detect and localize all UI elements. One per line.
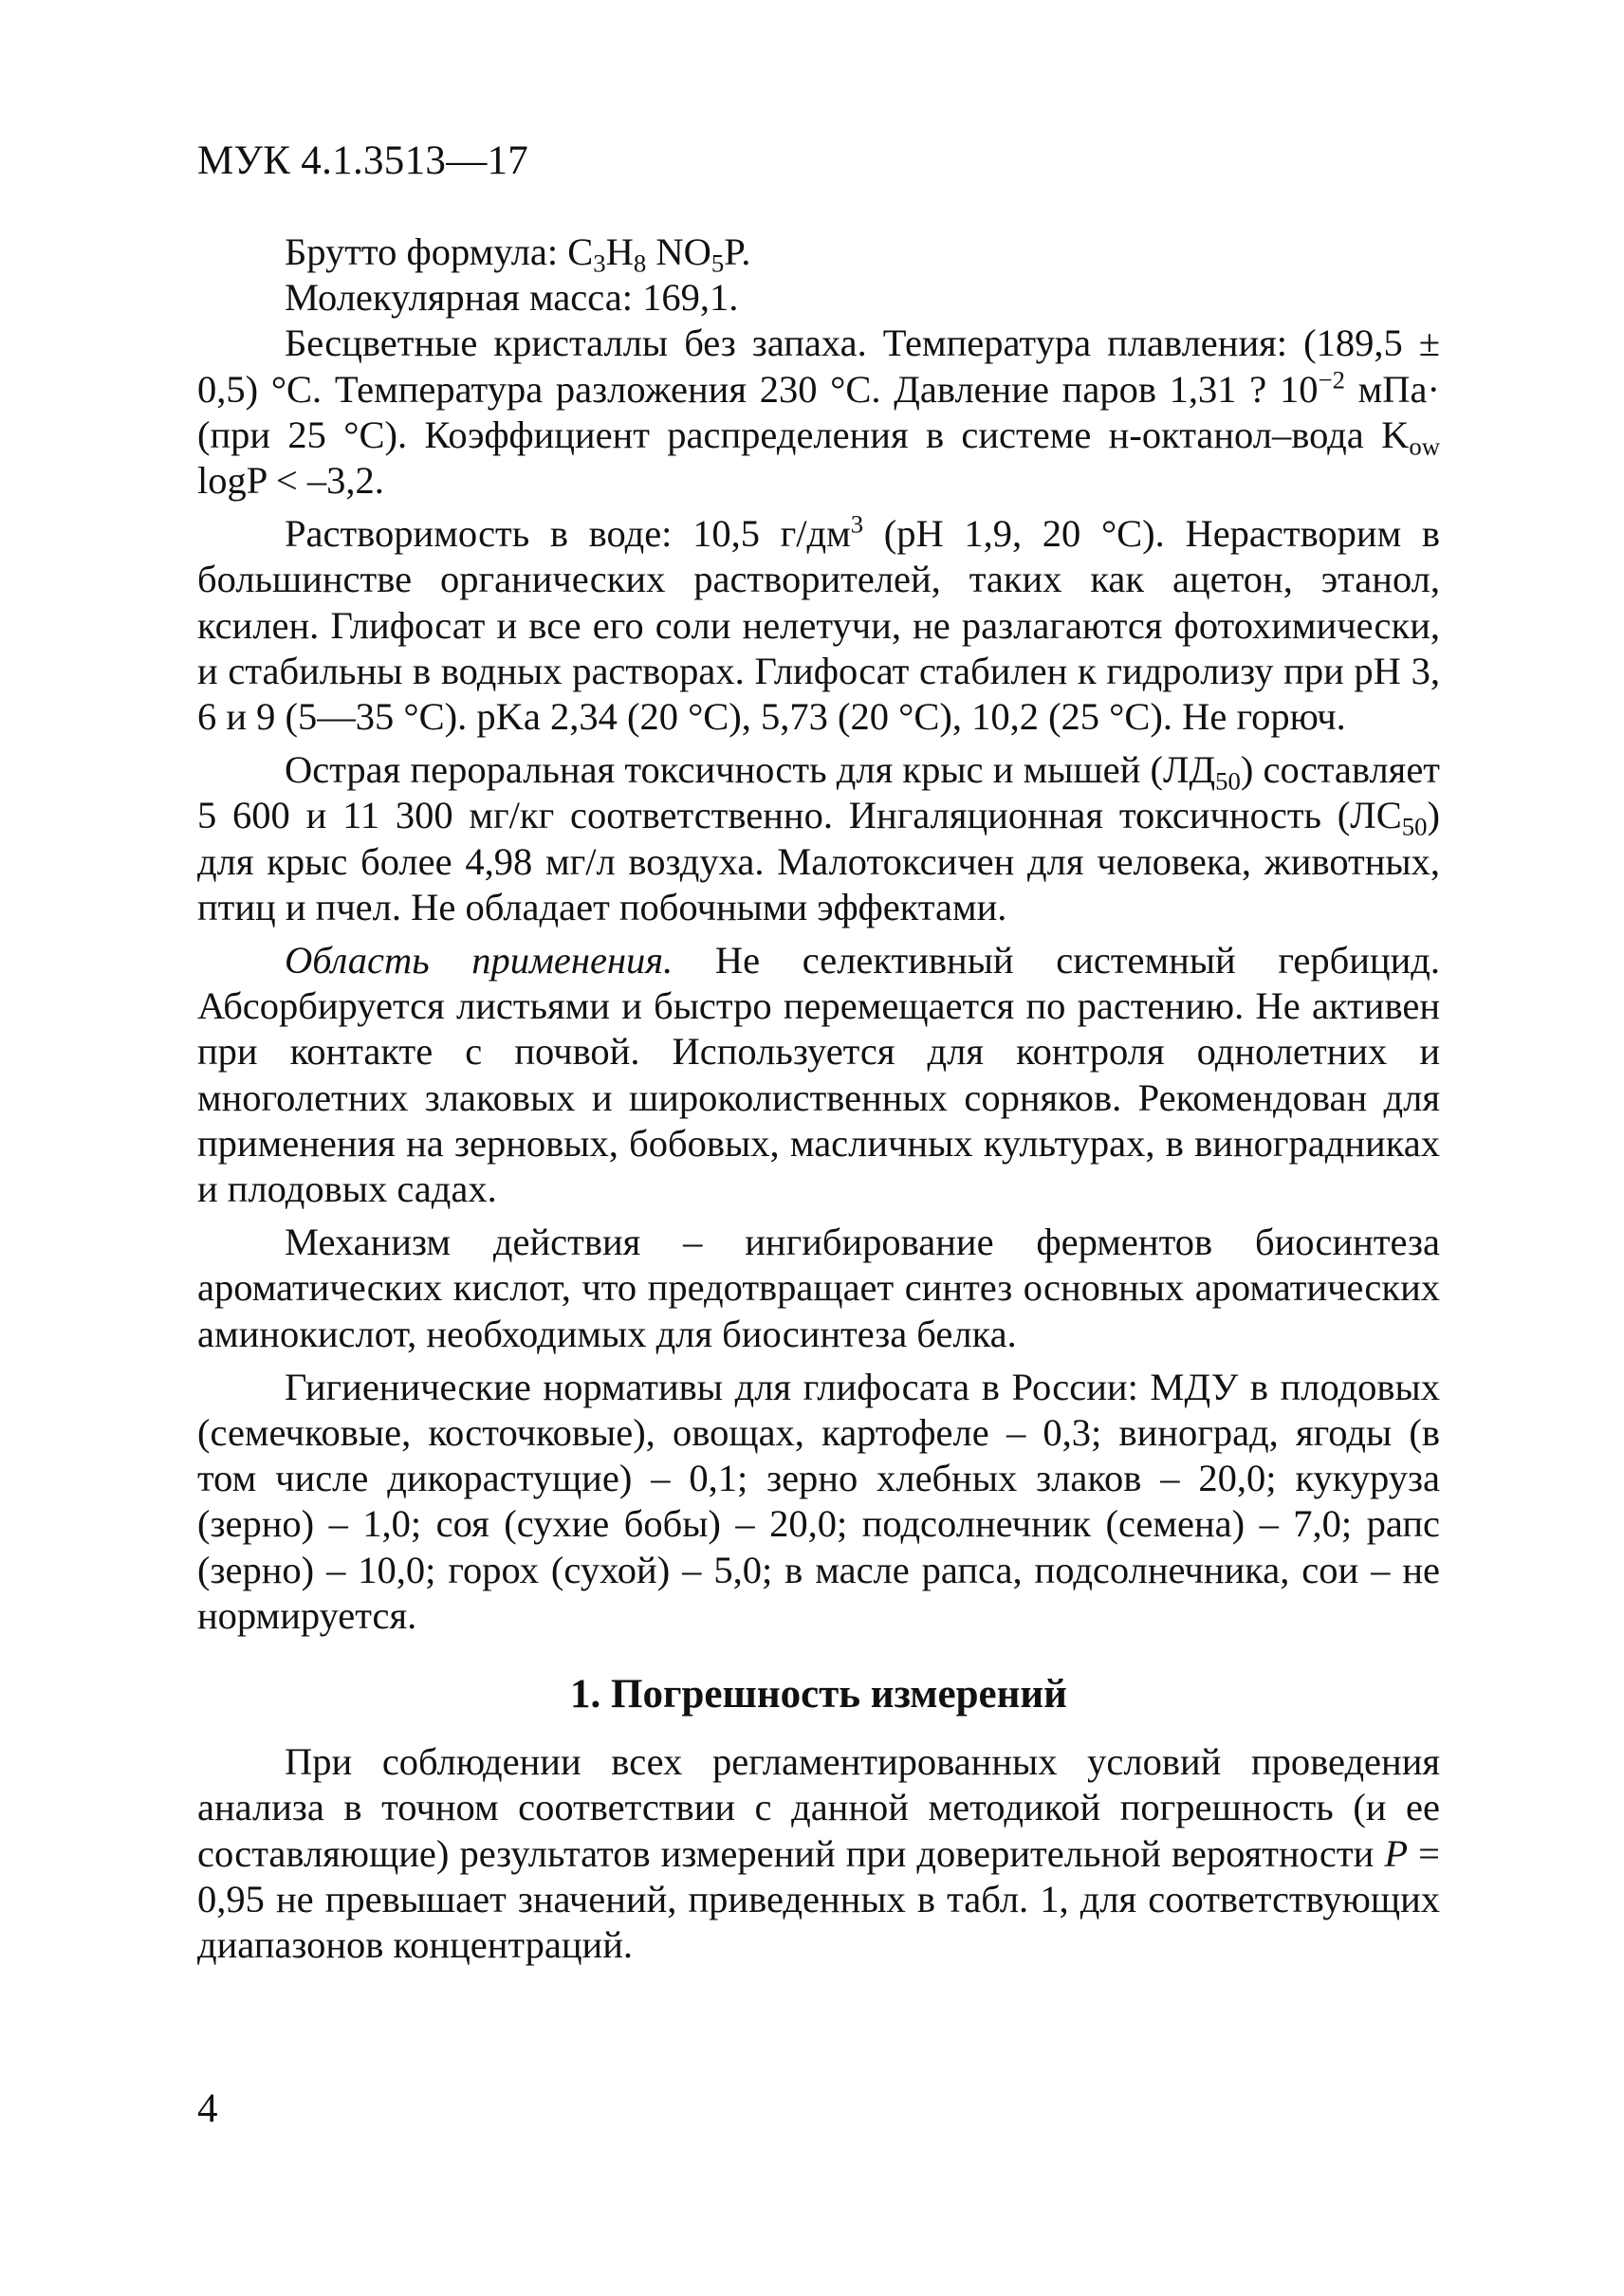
page-number: 4	[197, 2086, 218, 2131]
gross-formula: Брутто формула: $C_3H_8$ $NO_5P$.	[285, 230, 751, 278]
document-code-header: МУК 4.1.3513—17	[197, 138, 529, 183]
molecular-mass: Молекулярная масса: 169,1.	[285, 276, 739, 320]
application-label: Область применения.	[285, 939, 674, 983]
application-paragraph: Область применения. Не селективный системный гербицид. Абсорбируется листьями и быстро перемещается по растению. Не активен при контакте с почвой. Используется для контроля однолетних и многолетних злаковых и широколиственных сорняков. Рекомендован для применения на зерновых, бобовых, масличных культурах, в виноградниках и плодовых садах.	[197, 939, 1441, 1211]
accuracy-paragraph: При соблюдении всех регламентированных условий проведения анализа в точном соответствии с данной методикой погрешность (и ее составляющие) результатов измерений при доверительной вероятности P = 0,95 не превышает значений, приведенных в табл. 1, для соответствующих диапазонов концентраций.	[197, 1740, 1440, 1966]
hygiene-standards-paragraph: Гигиенические нормативы для глифосата в России: МДУ в плодовых (семечковые, косточковые), овощах, картофеле – 0,3; виноград, ягоды (в том числе дикорастущие) – 0,1; зерно хлебных злаков – 20,0; кукуруза (зерно) – 1,0; соя (сухие бобы) – 20,0; подсолнечник (семена) – 7,0; рапс (зерно) – 10,0; горох (сухой) – 5,0; в масле рапса, подсолнечника, сои – не нормируется.	[197, 1365, 1440, 1637]
solubility-paragraph: Растворимость в воде: 10,5 $г/дм^3$ (рН 1,9, 20 °С). Нерастворим в большинстве органических растворителей, таких как ацетон, этанол, ксилен. Глифосат и все его соли нелетучи, не разлагаются фотохимически, и стабильны в водных растворах. Глифосат стабилен к гидролизу при рН 3, 6 и 9 (5—35 °С). pKa 2,34 (20 °С), 5,73 (20 °С), 10,2 (25 °С). Не горюч.	[197, 509, 1441, 739]
physical-properties: Бесцветные кристаллы без запаха. Температура плавления: (189,5 ± 0,5) °С. Температура разложения 230 °С. Давление паров 1,31 ? $10^{-2}$ мПа· (при 25 °С). Коэффициент распределения в системе н-октанол–вода $K_{ow}$ logP < –3,2.	[197, 321, 1441, 503]
page-body	[197, 230, 1440, 1968]
mechanism-paragraph: Механизм действия – ингибирование ферментов биосинтеза ароматических кислот, что предотвращает синтез основных ароматических аминокислот, необходимых для биосинтеза белка.	[197, 1221, 1440, 1355]
toxicity-paragraph: Острая пероральная токсичность для крыс и мышей $(ЛД_{50})$ составляет 5 600 и 11 300 мг/кг соответственно. Ингаляционная токсичность $(ЛС_{50})$ для крыс более 4,98 мг/л воздуха. Малотоксичен для человека, животных, птиц и пчел. Не обладает побочными эффектами.	[197, 748, 1440, 928]
section-heading: 1. Погрешность измерений	[570, 1672, 1067, 1717]
